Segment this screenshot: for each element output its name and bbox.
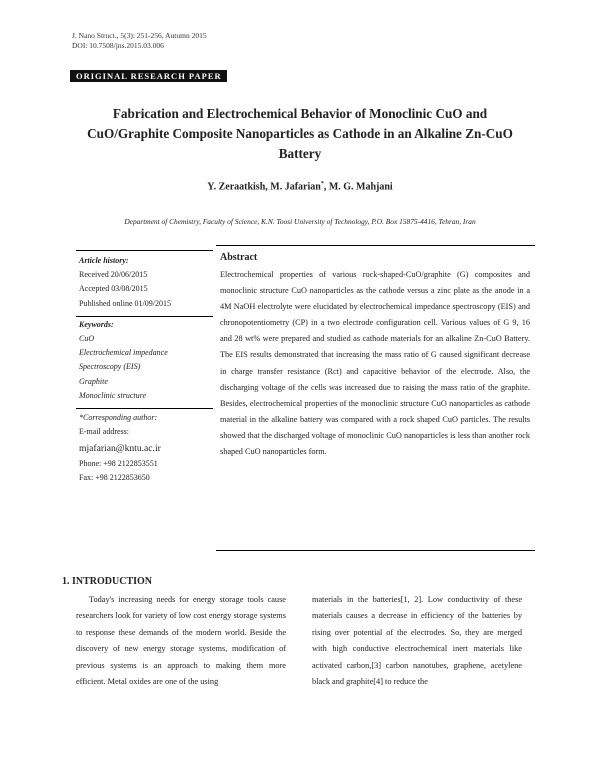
abstract-section <box>220 252 530 460</box>
article-type-badge: ORIGINAL RESEARCH PAPER <box>70 70 227 82</box>
phone: Phone: +98 2122853551 <box>79 458 158 468</box>
doi: DOI: 10.7508/jns.2015.03.006 <box>72 41 164 50</box>
authors <box>60 181 540 192</box>
received-date: Received 20/06/2015 <box>79 270 148 280</box>
author-1: Y. Zeraatkish, <box>207 181 271 193</box>
intro-column-right: materials in the batteries[1, 2]. Low conductivity of these materials causes a decrease in efficiency of the batteries by rising over potential of the electrodes. So, they are merged with high conductive electrochemical inert materials like activated carbon,[3] carbon nanotubes, graphene, acetylene black and graphite[4] to reduce the <box>312 595 522 687</box>
abstract-top-rule <box>216 245 535 246</box>
keyword-item: CuO <box>79 334 95 344</box>
keywords-section <box>76 317 213 408</box>
keyword-item: Electrochemical impedance <box>79 348 168 358</box>
corresponding-heading: *Corresponding author: <box>79 413 158 423</box>
published-date: Published online 01/09/2015 <box>79 298 171 308</box>
introduction-heading: 1. INTRODUCTION <box>62 576 153 587</box>
email-link[interactable]: mjafarian@kntu.ac.ir <box>79 443 161 455</box>
affiliation: Department of Chemistry, Faculty of Science, K.N. Toosi University of Technology, P.O. Box 15875-4416, Tehran, Iran <box>124 217 476 226</box>
corresponding-author <box>76 409 213 485</box>
email-label: E-mail address: <box>79 427 129 437</box>
title-line-2: CuO/Graphite Composite Nanoparticles as Cathode in an Alkaline Zn-CuO <box>87 126 513 141</box>
title-line-3: Battery <box>278 146 322 161</box>
keyword-item: Monoclinic structure <box>79 390 147 400</box>
keywords-heading: Keywords: <box>79 319 114 329</box>
corresponding-mark: * <box>320 181 324 187</box>
accepted-date: Accepted 03/08/2015 <box>79 284 148 294</box>
keyword-item: Graphite <box>79 376 108 386</box>
intro-column-left: Today's increasing needs for energy storage tools cause researchers look for variety of low cost energy storage systems to response these demands of the modern world. Beside the discovery of new energy storage systems, modification of previous systems is an approach to making them more efficient. Metal oxides are one of the using <box>76 595 286 687</box>
author-2: M. Jafarian <box>270 181 321 193</box>
article-info-sidebar <box>76 250 213 485</box>
history-heading: Article history: <box>79 256 129 265</box>
abstract-text: Electrochemical properties of various rock-shaped-CuO/graphite (G) composites and monoclinic structure CuO nanoparticles as the cathode versus a zinc plate as the anode in a 4M NaOH electrolyte were elucidated by electrochemical impedance spectroscopy (EIS) and chronopotentiometry (CP) in a two electrode configuration cell. Various values of G 9, 16 and 28 wt% were prepared and studied as cathode materials for an alkaline Zn-CuO Battery. The EIS results demonstrated that increasing the mass ratio of G caused significant decrease in charge transfer resistance (Rct) and capacitive behavior of the electrode. Also, the discharging voltage of the cells was increased due to raising the mass ratio of the graphite. Besides, electrochemical properties of the monoclinic structure CuO nanoparticles as cathode material in the alkaline battery was compared with a rock shaped CuO particles. The results showed that the discharged voltage of monoclinic CuO nanoparticles is less than another rock shaped CuO nanoparticles form. <box>220 270 530 457</box>
author-3: , M. G. Mahjani <box>323 181 393 193</box>
keyword-item: Spectroscopy (EIS) <box>79 362 141 372</box>
title-line-1: Fabrication and Electrochemical Behavior of Monoclinic CuO and <box>112 106 488 121</box>
fax: Fax: +98 2122853650 <box>79 472 150 482</box>
article-history <box>76 251 213 316</box>
abstract-bottom-rule <box>216 550 535 551</box>
abstract-heading: Abstract <box>220 252 258 263</box>
journal-citation: J. Nano Struct., 5(3): 251-256, Autumn 2015 <box>72 31 207 40</box>
paper-title <box>60 104 540 164</box>
